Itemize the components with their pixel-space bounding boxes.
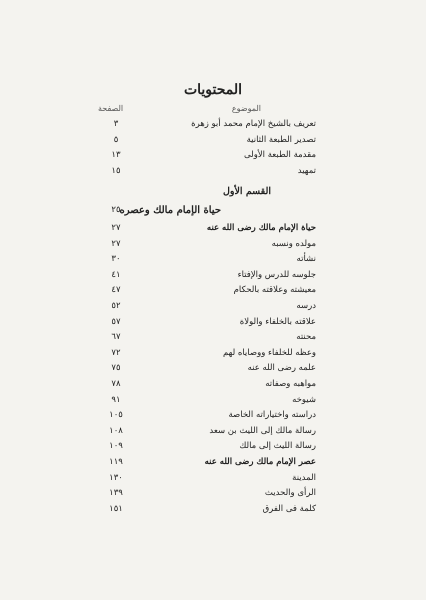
toc-entry-page-number: ٤٧ bbox=[111, 285, 121, 296]
toc-entry-label: تصدير الطبعة الثانية bbox=[246, 134, 316, 145]
toc-entry-label: حياة الإمام مالك رضى الله عنه bbox=[206, 223, 316, 233]
toc-entry bbox=[0, 237, 426, 251]
toc-entry-page-number: ٦٧ bbox=[111, 332, 121, 343]
toc-entry-page-number: ١٣٩ bbox=[109, 488, 123, 499]
toc-entry-label: الرأى والحديث bbox=[264, 488, 316, 499]
toc-entry bbox=[0, 361, 426, 375]
toc-entry-label: درسه bbox=[296, 301, 316, 311]
toc-entry-label: شيوخه bbox=[292, 394, 316, 405]
toc-entry bbox=[0, 252, 426, 266]
toc-entry bbox=[0, 471, 426, 485]
toc-entry bbox=[0, 330, 426, 344]
toc-entry bbox=[0, 315, 426, 329]
toc-entry-label: جلوسه للدرس والإفتاء bbox=[237, 269, 316, 280]
section-page-number: ٢٥ bbox=[111, 205, 121, 215]
toc-entry-label: محنته bbox=[296, 332, 316, 343]
toc-entry-page-number: ١٠٥ bbox=[109, 410, 123, 421]
toc-entry-page-number: ٧٥ bbox=[111, 363, 121, 374]
part-heading: القسم الأول bbox=[223, 186, 271, 197]
page-title: المحتويات bbox=[183, 82, 243, 98]
toc-entry-label: تمهيد bbox=[297, 165, 316, 176]
toc-entry-label: تعريف بالشيخ الإمام محمد أبو زهرة bbox=[191, 119, 316, 129]
toc-entry bbox=[0, 439, 426, 453]
toc-entry bbox=[0, 346, 426, 360]
toc-entry-label: المدينة bbox=[292, 472, 316, 483]
toc-entry bbox=[0, 148, 426, 162]
toc-entry-label: مواهبه وصفاته bbox=[265, 379, 316, 389]
toc-entry bbox=[0, 455, 426, 469]
toc-entry-page-number: ١٣ bbox=[111, 150, 121, 160]
toc-entry-page-number: ٣٠ bbox=[111, 254, 121, 265]
toc-entry bbox=[0, 502, 426, 516]
toc-entry-page-number: ١٠٩ bbox=[109, 441, 123, 452]
toc-entry-page-number: ٢٧ bbox=[111, 238, 121, 249]
toc-entry bbox=[0, 221, 426, 235]
toc-entry-page-number: ٥٢ bbox=[111, 301, 121, 311]
toc-entry-page-number: ٧٢ bbox=[111, 347, 121, 358]
toc-entry-page-number: ١٠٨ bbox=[109, 425, 123, 436]
page-column-header: الصفحة bbox=[98, 104, 124, 113]
toc-entry-page-number: ١٥١ bbox=[109, 503, 123, 514]
toc-entry bbox=[0, 268, 426, 282]
toc-entry bbox=[0, 424, 426, 438]
topic-column-header: الموضوع bbox=[231, 104, 261, 113]
toc-entry-label: معيشته وعلاقته بالحكام bbox=[233, 285, 316, 296]
toc-entry-label: دراسته واختياراته الخاصة bbox=[228, 410, 316, 421]
toc-entry bbox=[0, 299, 426, 313]
toc-entry-page-number: ٧٨ bbox=[111, 379, 121, 389]
toc-entry bbox=[0, 408, 426, 422]
toc-entry bbox=[0, 133, 426, 147]
toc-entry-label: وعظه للخلفاء ووصاياه لهم bbox=[223, 347, 316, 358]
toc-entry-page-number: ٩١ bbox=[111, 394, 121, 405]
toc-entry-label: مقدمة الطبعة الأولى bbox=[244, 150, 316, 160]
toc-entry-page-number: ١٣٠ bbox=[109, 472, 123, 483]
toc-entry bbox=[0, 164, 426, 178]
toc-entry bbox=[0, 486, 426, 500]
toc-entry-label: نشأته bbox=[296, 254, 316, 265]
toc-entry-label: علمه رضى الله عنه bbox=[247, 363, 316, 374]
toc-entry-label: عصر الإمام مالك رضى الله عنه bbox=[204, 457, 316, 467]
toc-entry-page-number: ٢٧ bbox=[111, 223, 121, 233]
toc-entry-page-number: ٥٧ bbox=[111, 316, 121, 327]
toc-entry-page-number: ١١٩ bbox=[109, 457, 123, 467]
toc-entry bbox=[0, 377, 426, 391]
toc-entry-label: رسالة مالك إلى الليث بن سعد bbox=[209, 425, 316, 436]
toc-entry bbox=[0, 283, 426, 297]
section-heading: حياة الإمام مالك وعصره bbox=[119, 205, 221, 216]
toc-entry-page-number: ١٥ bbox=[111, 165, 121, 176]
toc-entry-page-number: ٥ bbox=[113, 134, 119, 145]
toc-entry-label: علاقته بالخلفاء والولاة bbox=[239, 316, 316, 327]
toc-entry bbox=[0, 117, 426, 131]
toc-entry-page-number: ٤١ bbox=[111, 269, 121, 280]
toc-entry bbox=[0, 393, 426, 407]
toc-entry-label: كلمة فى الفرق bbox=[262, 503, 316, 514]
toc-entry-page-number: ٣ bbox=[113, 119, 119, 129]
toc-entry-label: رسالة الليث إلى مالك bbox=[239, 441, 316, 452]
toc-entry-label: مولده ونسبه bbox=[271, 238, 316, 249]
